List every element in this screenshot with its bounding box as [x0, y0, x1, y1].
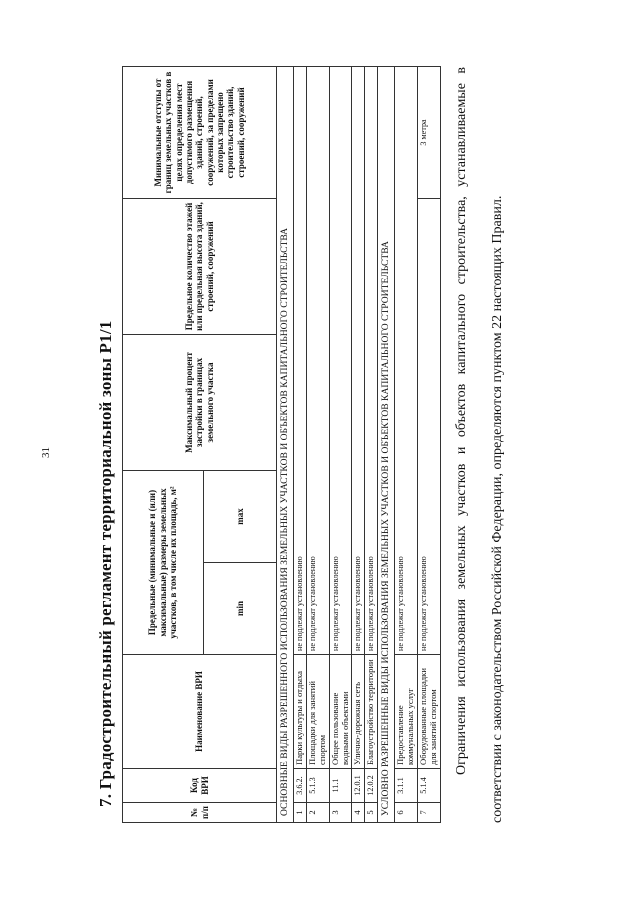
row-name: Общее пользование водными объектами — [329, 655, 352, 769]
row-code: 12.0.1 — [352, 769, 365, 803]
header-name: Наименование ВРИ — [123, 655, 277, 769]
row-name: Улично-дорожная сеть — [352, 655, 365, 769]
row-num: 7 — [417, 803, 440, 823]
row-name: Предоставление коммунальных услуг — [395, 655, 418, 769]
row-num: 6 — [395, 803, 418, 823]
row-num: 3 — [329, 803, 352, 823]
row-code: 3.1.1 — [395, 769, 418, 803]
table-row — [306, 66, 329, 822]
section-main-label: ОСНОВНЫЕ ВИДЫ РАЗРЕШЕННОГО ИСПОЛЬЗОВАНИЯ ЗЕМЕЛЬНЫХ УЧАСТКОВ И ОБЪЕКТОВ КАПИТАЛЬНОГО СТРОИТЕЛЬСТВА — [277, 66, 294, 822]
header-area-min: min — [204, 563, 277, 655]
page-number: 31 — [40, 447, 52, 458]
row-value: не подлежат установлению — [352, 66, 365, 654]
row-code: 3.6.2. — [294, 769, 307, 803]
row-name: Парки культуры и отдыха — [294, 655, 307, 769]
header-area-max: max — [204, 470, 277, 562]
table-row — [294, 66, 307, 822]
header-coverage: Максимальный процент застройки в границах земельного участка — [123, 334, 277, 470]
row-setback: 3 метра — [417, 66, 440, 198]
table-row — [352, 66, 365, 822]
row-value: не подлежат установлению — [365, 66, 378, 654]
row-name: Площадки для занятий спортом — [306, 655, 329, 769]
header-code: Код ВРИ — [123, 769, 277, 803]
header-area: Предельные (минимальные и (или) максимальные) размеры земельных участков, в том числе их площадь, м² — [123, 470, 204, 654]
row-name: Благоустройство территории — [365, 655, 378, 769]
section-conditional-label: УСЛОВНО РАЗРЕШЕННЫЕ ВИДЫ ИСПОЛЬЗОВАНИЯ ЗЕМЕЛЬНЫХ УЧАСТКОВ И ОБЪЕКТОВ КАПИТАЛЬНОГО СТРОИТЕЛЬСТВА — [378, 66, 395, 822]
row-num: 1 — [294, 803, 307, 823]
row-value: не подлежат установлению — [294, 66, 307, 654]
row-value: не подлежат установлению — [417, 198, 440, 654]
row-code: 12.0.2 — [365, 769, 378, 803]
row-num: 2 — [306, 803, 329, 823]
section-row-main — [277, 66, 294, 822]
table-row — [417, 66, 440, 822]
row-code: 5.1.3 — [306, 769, 329, 803]
table-row — [365, 66, 378, 822]
header-floors: Предельное количество этажей или предельная высота зданий, строений, сооружений — [123, 198, 277, 334]
section-row-conditional — [378, 66, 395, 822]
row-num: 5 — [365, 803, 378, 823]
section-title: 7. Градостроительный регламент территориальной зоны Р1/1 — [96, 320, 115, 807]
header-setbacks: Минимальные отступы от границ земельных участков в целях определения мест допустимого размещения зданий, строений, сооружений, за пределами которых запрещено строительство зданий, строений, сооружений — [123, 66, 277, 198]
row-value: не подлежат установлению — [395, 66, 418, 654]
table-row — [395, 66, 418, 822]
row-code: 5.1.4 — [417, 769, 440, 803]
row-name: Оборудованные площадки для занятий спортом — [417, 655, 440, 769]
regulation-table — [122, 66, 441, 823]
header-num: № п/п — [123, 803, 277, 823]
row-value: не подлежат установлению — [329, 66, 352, 654]
note-paragraph — [444, 67, 516, 823]
note-text: Ограничения использования земельных участков и объектов капитального строительства, устанавливаемые в соответствии с законодательством Российской Федерации, определяются пунктом 22 настоящих Правил. — [454, 67, 505, 823]
row-value: не подлежат установлению — [306, 66, 329, 654]
row-num: 4 — [352, 803, 365, 823]
row-code: 11.1 — [329, 769, 352, 803]
table-row — [329, 66, 352, 822]
